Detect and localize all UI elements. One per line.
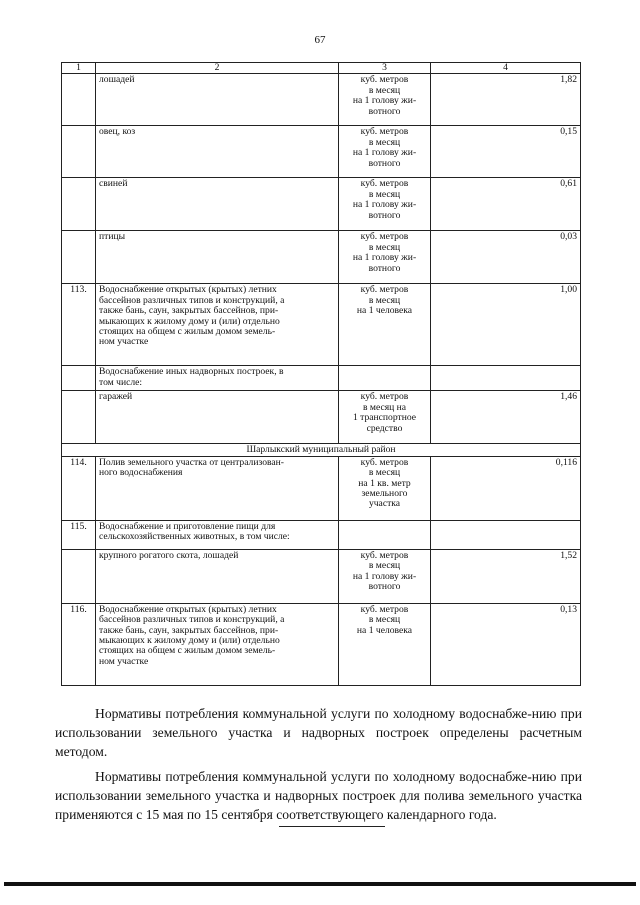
note-paragraph: Нормативы потребления коммунальной услуги по холодному водоснабже-нию при использовании земельного участка и надворных построек для полива земельного участка применяются с 15 мая по 15 сентября соответствующего календарного года. [55,769,582,822]
row-number-cell [62,391,96,444]
table-row [62,603,581,685]
row-number-cell [62,366,96,391]
value-cell: 1,46 [431,391,581,444]
header-cell-1: 1 [62,63,96,74]
table-row [62,126,581,178]
unit-cell [339,520,431,549]
value-cell: 0,61 [431,178,581,231]
page-number: 67 [314,34,326,46]
norms-table-body [62,63,581,686]
value-cell: 1,00 [431,284,581,366]
unit-cell: куб. метров в месяц на 1 транспортное средство [339,391,431,444]
table-row [62,520,581,549]
unit-cell: куб. метров в месяц на 1 голову жи- вотного [339,178,431,231]
norms-table [61,62,581,686]
value-cell [431,366,581,391]
table-row [62,178,581,231]
note-paragraph: Нормативы потребления коммунальной услуги по холодному водоснабже-нию при использовании земельного участка и надворных построек определены расчетным методом. [55,706,582,759]
table-row [62,231,581,284]
unit-cell: куб. метров в месяц на 1 человека [339,284,431,366]
unit-cell [339,366,431,391]
description-cell: овец, коз [96,126,339,178]
district-name: Шарлыкский муниципальный район [62,444,581,456]
value-cell: 0,15 [431,126,581,178]
table-row [62,456,581,520]
value-cell: 1,52 [431,549,581,603]
unit-cell: куб. метров в месяц на 1 голову жи- вотного [339,549,431,603]
short-separator-line [279,826,385,827]
description-cell: гаражей [96,391,339,444]
value-cell: 0,116 [431,456,581,520]
unit-cell: куб. метров в месяц на 1 голову жи- вотного [339,74,431,126]
value-cell: 0,03 [431,231,581,284]
row-number-cell: 114. [62,456,96,520]
description-cell: крупного рогатого скота, лошадей [96,549,339,603]
table-row [62,74,581,126]
value-cell: 1,82 [431,74,581,126]
row-number-cell [62,74,96,126]
description-cell: Водоснабжение и приготовление пищи для сельскохозяйственных животных, в том числе: [96,520,339,549]
row-number-cell: 115. [62,520,96,549]
bottom-border-line [4,882,636,886]
row-number-cell [62,126,96,178]
table-row [62,549,581,603]
table-row [62,366,581,391]
table-header-row [62,63,581,74]
description-cell: Полив земельного участка от централизован- ного водоснабжения [96,456,339,520]
unit-cell: куб. метров в месяц на 1 голову жи- вотного [339,231,431,284]
row-number-cell: 116. [62,603,96,685]
description-cell: Водоснабжение открытых (крытых) летних бассейнов различных типов и конструкций, а также бань, саун, закрытых бассейнов, при- мыкающих к жилому дому и (или) отдельно стоящих на общем с жилым домом земель- ном участке [96,603,339,685]
description-cell: Водоснабжение иных надворных построек, в том числе: [96,366,339,391]
value-cell [431,520,581,549]
table-row [62,284,581,366]
header-cell-4: 4 [431,63,581,74]
description-cell: свиней [96,178,339,231]
unit-cell: куб. метров в месяц на 1 голову жи- вотного [339,126,431,178]
header-cell-2: 2 [96,63,339,74]
row-number-cell [62,549,96,603]
value-cell: 0,13 [431,603,581,685]
row-number-cell: 113. [62,284,96,366]
row-number-cell [62,231,96,284]
unit-cell: куб. метров в месяц на 1 человека [339,603,431,685]
description-cell: лошадей [96,74,339,126]
row-number-cell [62,178,96,231]
table-row [62,391,581,444]
description-cell: Водоснабжение открытых (крытых) летних бассейнов различных типов и конструкций, а также бань, саун, закрытых бассейнов, при- мыкающих к жилому дому и (или) отдельно стоящих на общем с жилым домом земель- ном участке [96,284,339,366]
description-cell: птицы [96,231,339,284]
district-row [62,444,581,456]
notes-text [55,704,582,830]
unit-cell: куб. метров в месяц на 1 кв. метр земельного участка [339,456,431,520]
header-cell-3: 3 [339,63,431,74]
